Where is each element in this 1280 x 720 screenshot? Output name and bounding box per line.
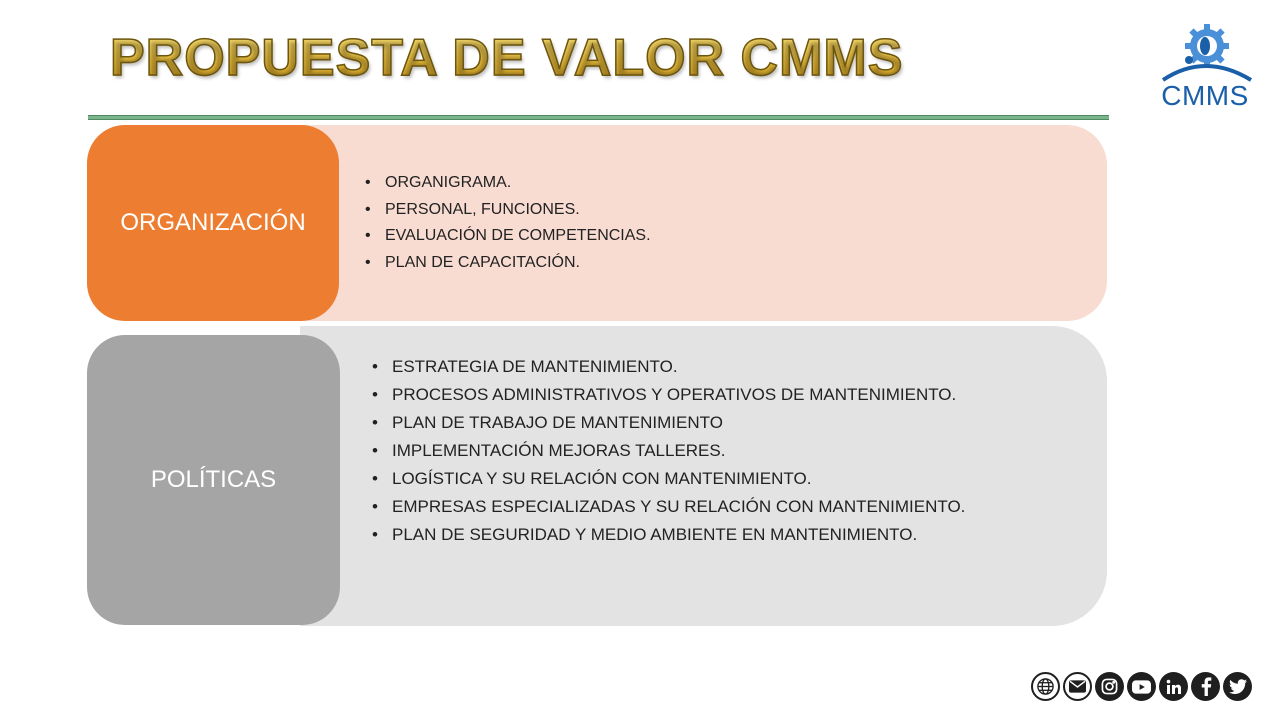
list-item: • PERSONAL, FUNCIONES. <box>365 201 1065 219</box>
list-item: • EMPRESAS ESPECIALIZADAS Y SU RELACIÓN CON MANTENIMIENTO. <box>372 497 1072 517</box>
organizacion-label: ORGANIZACIÓN <box>87 125 339 321</box>
globe-icon[interactable] <box>1031 672 1060 701</box>
organizacion-list <box>365 174 1065 280</box>
list-item: • PLAN DE SEGURIDAD Y MEDIO AMBIENTE EN MANTENIMIENTO. <box>372 525 1072 545</box>
youtube-icon[interactable] <box>1127 672 1156 701</box>
politicas-list <box>372 357 1072 553</box>
cmms-logo <box>1155 22 1255 112</box>
gear-person-icon <box>1155 22 1255 84</box>
list-item: • PLAN DE TRABAJO DE MANTENIMIENTO <box>372 413 1072 433</box>
list-item: • IMPLEMENTACIÓN MEJORAS TALLERES. <box>372 441 1072 461</box>
logo-text: CMMS <box>1161 80 1249 111</box>
list-item: • PLAN DE CAPACITACIÓN. <box>365 254 1065 272</box>
list-item: • LOGÍSTICA Y SU RELACIÓN CON MANTENIMIENTO. <box>372 469 1072 489</box>
social-links <box>1031 672 1252 701</box>
list-item: • PROCESOS ADMINISTRATIVOS Y OPERATIVOS DE MANTENIMIENTO. <box>372 385 1072 405</box>
title-divider <box>88 115 1109 120</box>
list-item: • ORGANIGRAMA. <box>365 174 1065 192</box>
politicas-label: POLÍTICAS <box>87 335 340 625</box>
linkedin-icon[interactable] <box>1159 672 1188 701</box>
list-item: • ESTRATEGIA DE MANTENIMIENTO. <box>372 357 1072 377</box>
twitter-icon[interactable] <box>1223 672 1252 701</box>
mail-icon[interactable] <box>1063 672 1092 701</box>
facebook-icon[interactable] <box>1191 672 1220 701</box>
list-item: • EVALUACIÓN DE COMPETENCIAS. <box>365 227 1065 245</box>
page-title: PROPUESTA DE VALOR CMMS <box>110 29 904 87</box>
instagram-icon[interactable] <box>1095 672 1124 701</box>
